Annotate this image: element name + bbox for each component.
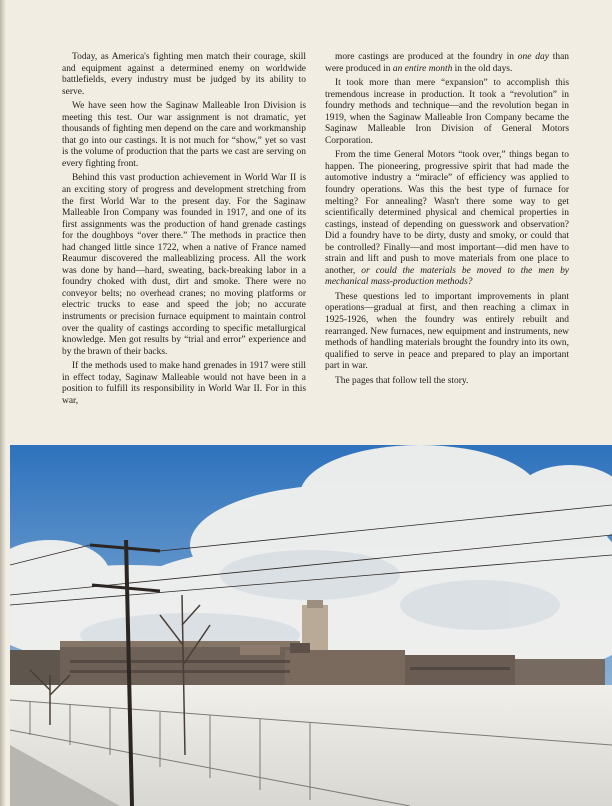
text-run: The pages that follow tell the story. <box>335 375 469 386</box>
right-paragraph-5 <box>325 376 569 388</box>
right-paragraph-3 <box>325 150 569 289</box>
text-run: These questions led to important improvements in plant operations—gradual at first, and then reaching a climax in 1925-1926, when the foundry was entirely rebuilt and rearranged. New furnaces, new equipment and instruments, new methods of handling materials brought the foundry into its own, qualified to serve in peace and prepared to play an important part in war. <box>325 291 569 372</box>
left-paragraph-2 <box>62 101 306 170</box>
text-run: Today, as America's fighting men match their courage, skill and equipment against a determined enemy on worldwide battlefields, every industry must be judged by its ability to serve. <box>62 52 306 97</box>
left-paragraph-4 <box>62 361 306 407</box>
right-paragraph-2 <box>325 78 569 147</box>
text-run: more castings are produced at the foundry in <box>335 52 518 62</box>
italic-text: or could the materials be moved to the men by mechanical mass-production methods? <box>325 265 569 288</box>
page-binding-shadow <box>0 0 6 806</box>
italic-text: one day <box>517 52 549 62</box>
text-column-left <box>62 52 306 410</box>
snow-field <box>10 685 612 806</box>
text-run: It took more than mere “expansion” to accomplish this tremendous increase in production. It took a “revolution” in foundry methods and technique—and the revolution began in 1919, when the Saginaw Malleable Iron Company became the Saginaw Malleable Iron Division of General Motors Corporation. <box>325 78 569 146</box>
italic-text: an entire month <box>392 63 453 74</box>
text-run: If the methods used to make hand grenades in 1917 were still in effect today, Saginaw Malleable would not have been in a position to fulfill its responsibility in World War II. For in this war, <box>62 361 306 406</box>
text-run: in the old days. <box>452 63 513 74</box>
right-paragraph-4 <box>325 292 569 373</box>
text-run: than were produced in <box>325 52 569 74</box>
factory-photo <box>10 445 612 806</box>
left-paragraph-3 <box>62 173 306 358</box>
text-run: Behind this vast production achievement in World War II is an exciting story of progress and development stretching from the first World War to the present day. For the Saginaw Malleable Iron Company was founded in 1917, and one of its first assignments was the production of hand grenade castings for the doughboys “over there.” The methods in practice then had changed little since 1722, when a native of France named Reaumur discovered the malleablizing process. All the work was done by hand—hard, sweating, back-breaking labor in a foundry choked with dust, dirt and smoke. There were no conveyor belts; no overhead cranes; no moving platforms or electric trucks to ease and speed the job; no accurate instruments or precision furnace equipment to maintain control over the quality of castings according to specific metallurgical knowledge. Men got results by “trial and error” experience and by the brawn of their backs. <box>62 173 306 357</box>
text-column-right <box>325 52 569 390</box>
text-run: We have seen how the Saginaw Malleable Iron Division is meeting this test. Our war assignment is not dramatic, yet thousands of fighting men depend on the care and workmanship that go into our castings. It is not much for “show,” yet so vast is the volume of production that the parts we cast are serving on every fighting front. <box>62 101 306 169</box>
text-run: From the time General Motors “took over,” things began to happen. The pioneering, progressive spirit that had made the automotive industry a “miracle” of efficiency was applied to foundry operations. Was this the best type of furnace for melting? For annealing? Wasn't there some way to get scientifically determined physical and chemical properties in castings, instead of depending on guesswork and observation? Did a foundry have to be dirty, dusty and smoky, or could that be controlled? Finally—and most important—did men have to strain and lift and push to move materials from one place to another, <box>325 150 569 276</box>
left-paragraph-1 <box>62 52 306 98</box>
right-paragraph-1 <box>325 52 569 75</box>
